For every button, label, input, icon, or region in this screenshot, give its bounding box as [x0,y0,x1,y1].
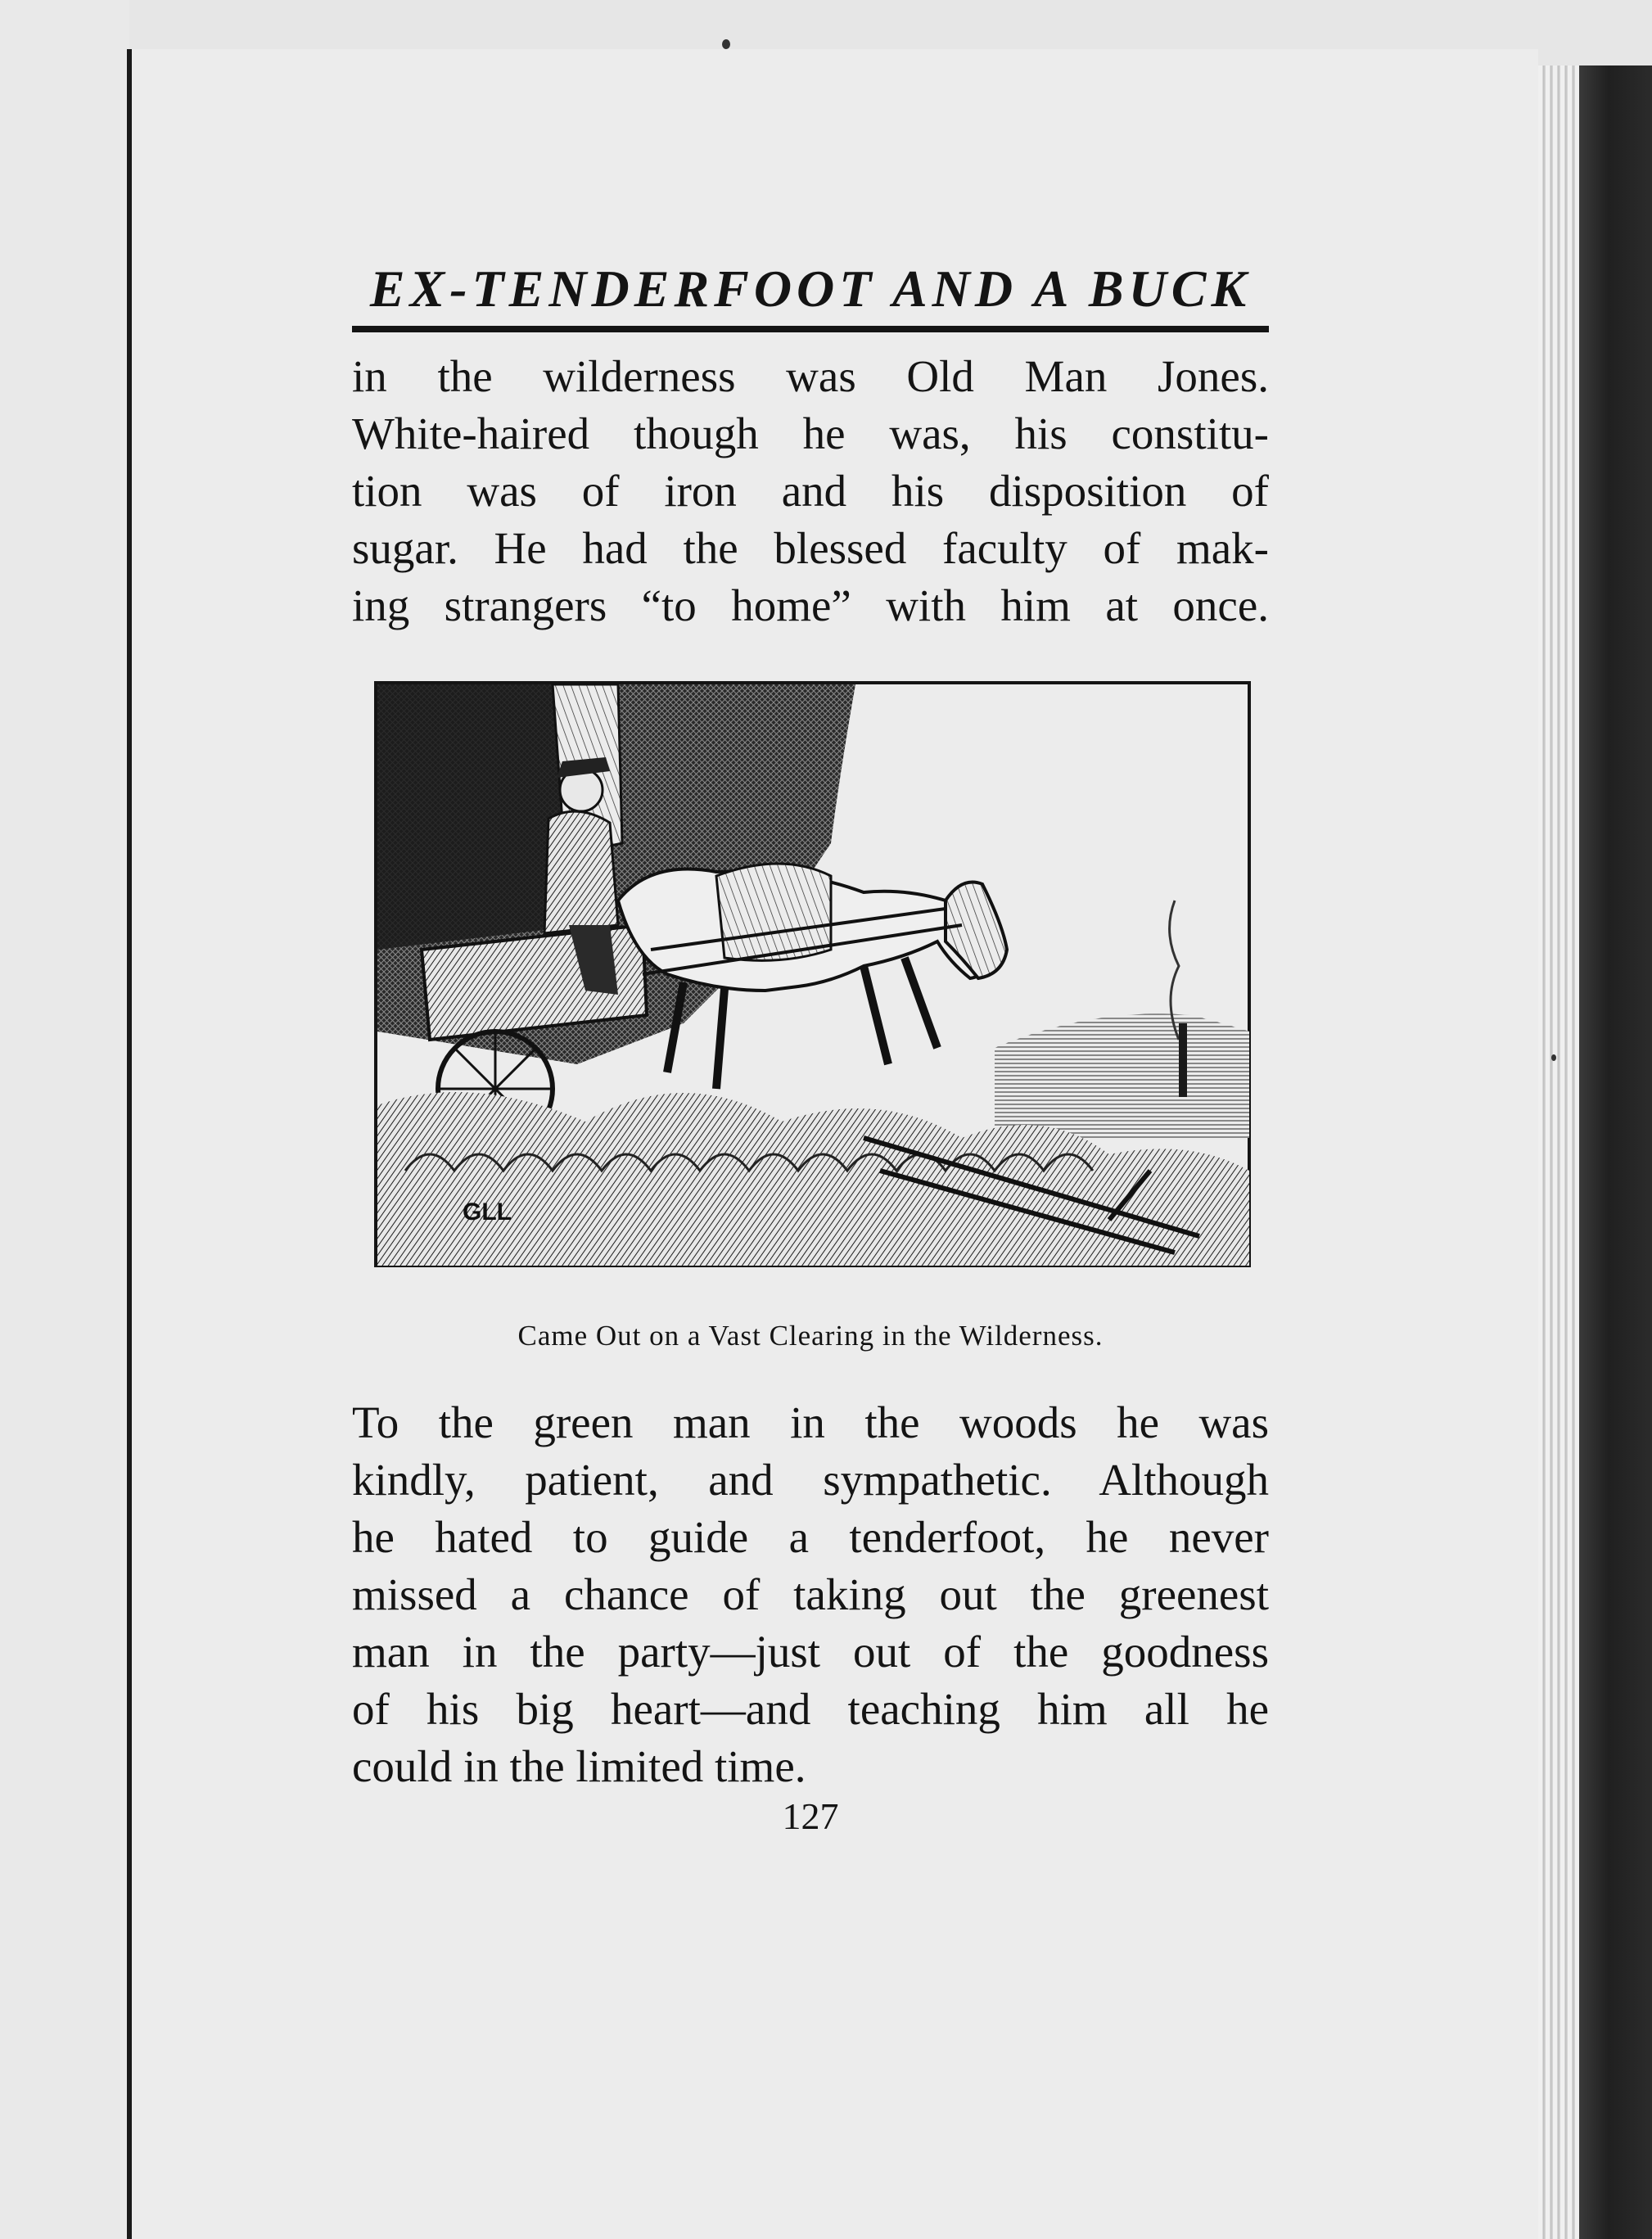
paragraph-2 [352,1394,1269,1795]
text-line: missed a chance of taking out the greenest [352,1569,1269,1619]
dust-speck [722,39,730,49]
text-line: kindly, patient, and sympathetic. Although [352,1455,1269,1505]
text-line: he hated to guide a tenderfoot, he never [352,1512,1269,1562]
dust-speck [1551,1054,1556,1061]
book-cover-edge [1579,65,1652,2239]
text-line: sugar. He had the blessed faculty of mak- [352,523,1269,573]
artist-signature: GLL [463,1198,512,1226]
paragraph-1 [352,348,1269,634]
text-line: ing strangers “to home” with him at once. [352,580,1269,630]
text-line: of his big heart—and teaching him all he [352,1684,1269,1734]
page-number: 127 [782,1795,839,1837]
page-stack-edge [1538,65,1579,2239]
text-line: man in the party—just out of the goodness [352,1627,1269,1677]
running-header [352,255,1269,332]
left-margin [0,0,129,2239]
illustration-caption: Came Out on a Vast Clearing in the Wilderness. [517,1320,1104,1352]
running-title: EX-TENDERFOOT AND A BUCK [369,260,1252,318]
illustration-horse-and-wagon [372,679,1253,1269]
text-line: tion was of iron and his disposition of [352,466,1269,516]
text-line: White-haired though he was, his constitu- [352,409,1269,458]
text-line: To the green man in the woods he was [352,1397,1269,1447]
text-line: could in the limited time. [352,1741,806,1791]
text-line: in the wilderness was Old Man Jones. [352,351,1269,401]
